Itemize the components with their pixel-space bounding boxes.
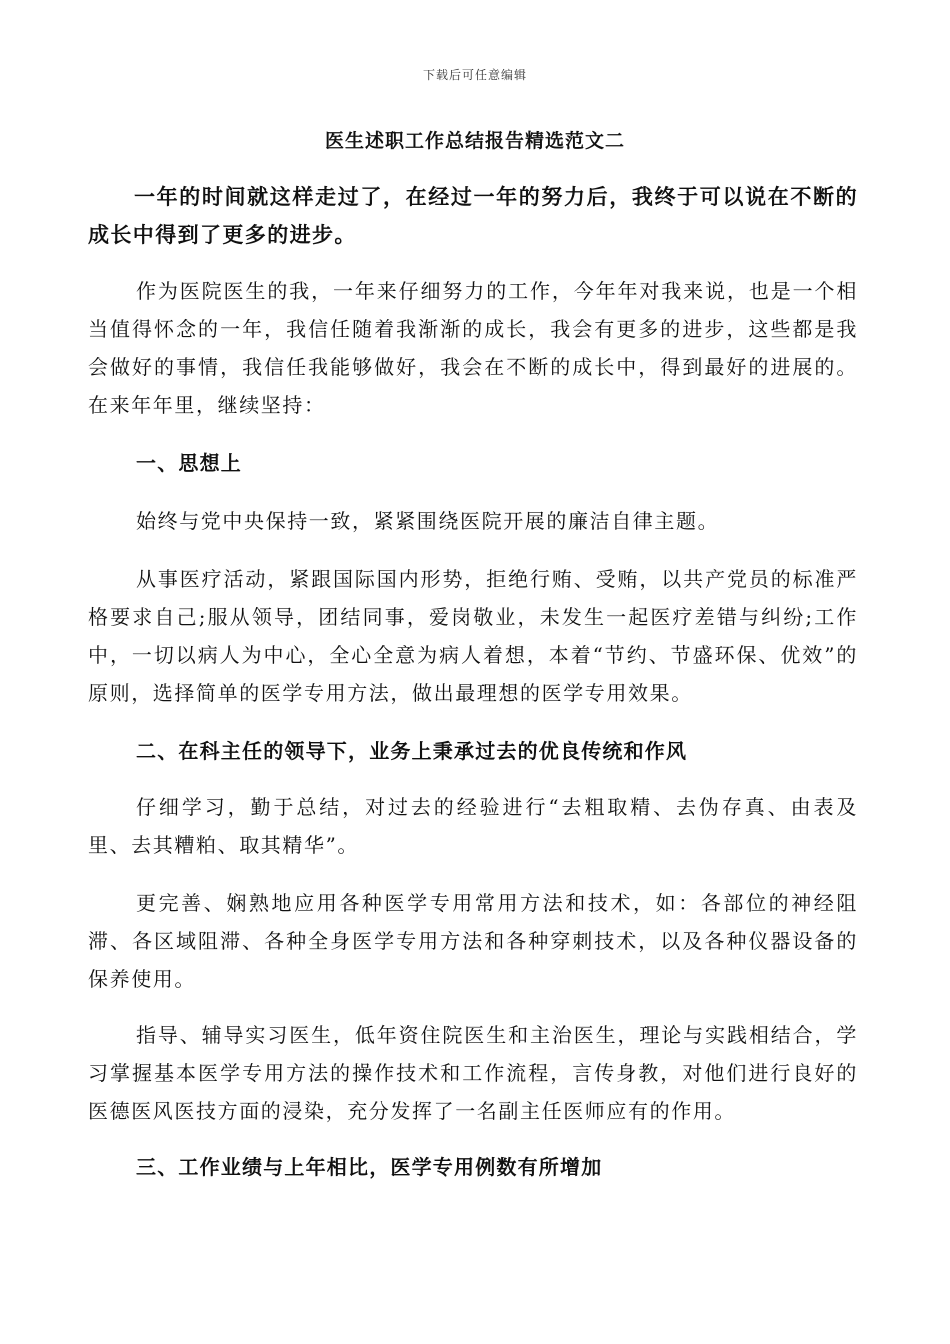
- section-heading-2: 二、在科主任的领导下，业务上秉承过去的优良传统和作风: [136, 739, 688, 763]
- section-heading-1: 一、思想上: [136, 451, 242, 475]
- lead-paragraph: 一年的时间就这样走过了，在经过一年的努力后，我终于可以说在不断的成长中得到了更多的进步。: [88, 184, 858, 247]
- intro-paragraph: 作为医院医生的我，一年来仔细努力的工作，今年年对我来说，也是一个相当值得怀念的一年，我信任随着我渐渐的成长，我会有更多的进步，这些都是我会做好的事情，我信任我能够做好，我会在不断的成长中，得到最好的进展的。在来年年里，继续坚持：: [88, 279, 858, 417]
- document-title: 医生述职工作总结报告精选范文二: [324, 130, 625, 152]
- header-note: 下载后可任意编辑: [422, 68, 527, 82]
- section2-paragraph-2: 更完善、娴熟地应用各种医学专用常用方法和技术，如：各部位的神经阻滞、各区域阻滞、各种全身医学专用方法和各种穿刺技术，以及各种仪器设备的保养使用。: [88, 891, 858, 991]
- section-heading-3: 三、工作业绩与上年相比，医学专用例数有所增加: [136, 1155, 603, 1179]
- section1-paragraph-1: 始终与党中央保持一致，紧紧围绕医院开展的廉洁自律主题。: [136, 509, 720, 533]
- section1-paragraph-2: 从事医疗活动，紧跟国际国内形势，拒绝行贿、受贿，以共产党员的标准严格要求自己;服从领导，团结同事，爱岗敬业，未发生一起医疗差错与纠纷;工作中，一切以病人为中心，全心全意为病人着想，本着“节约、节盛环保、优效”的原则，选择简单的医学专用方法，做出最理想的医学专用效果。: [88, 567, 858, 705]
- section2-paragraph-3: 指导、辅导实习医生，低年资住院医生和主治医生，理论与实践相结合，学习掌握基本医学专用方法的操作技术和工作流程，言传身教，对他们进行良好的医德医风医技方面的浸染，充分发挥了一名副主任医师应有的作用。: [88, 1023, 858, 1123]
- section2-paragraph-1: 仔细学习，勤于总结，对过去的经验进行“去粗取精、去伪存真、由表及里、去其糟粕、取其精华”。: [88, 795, 858, 857]
